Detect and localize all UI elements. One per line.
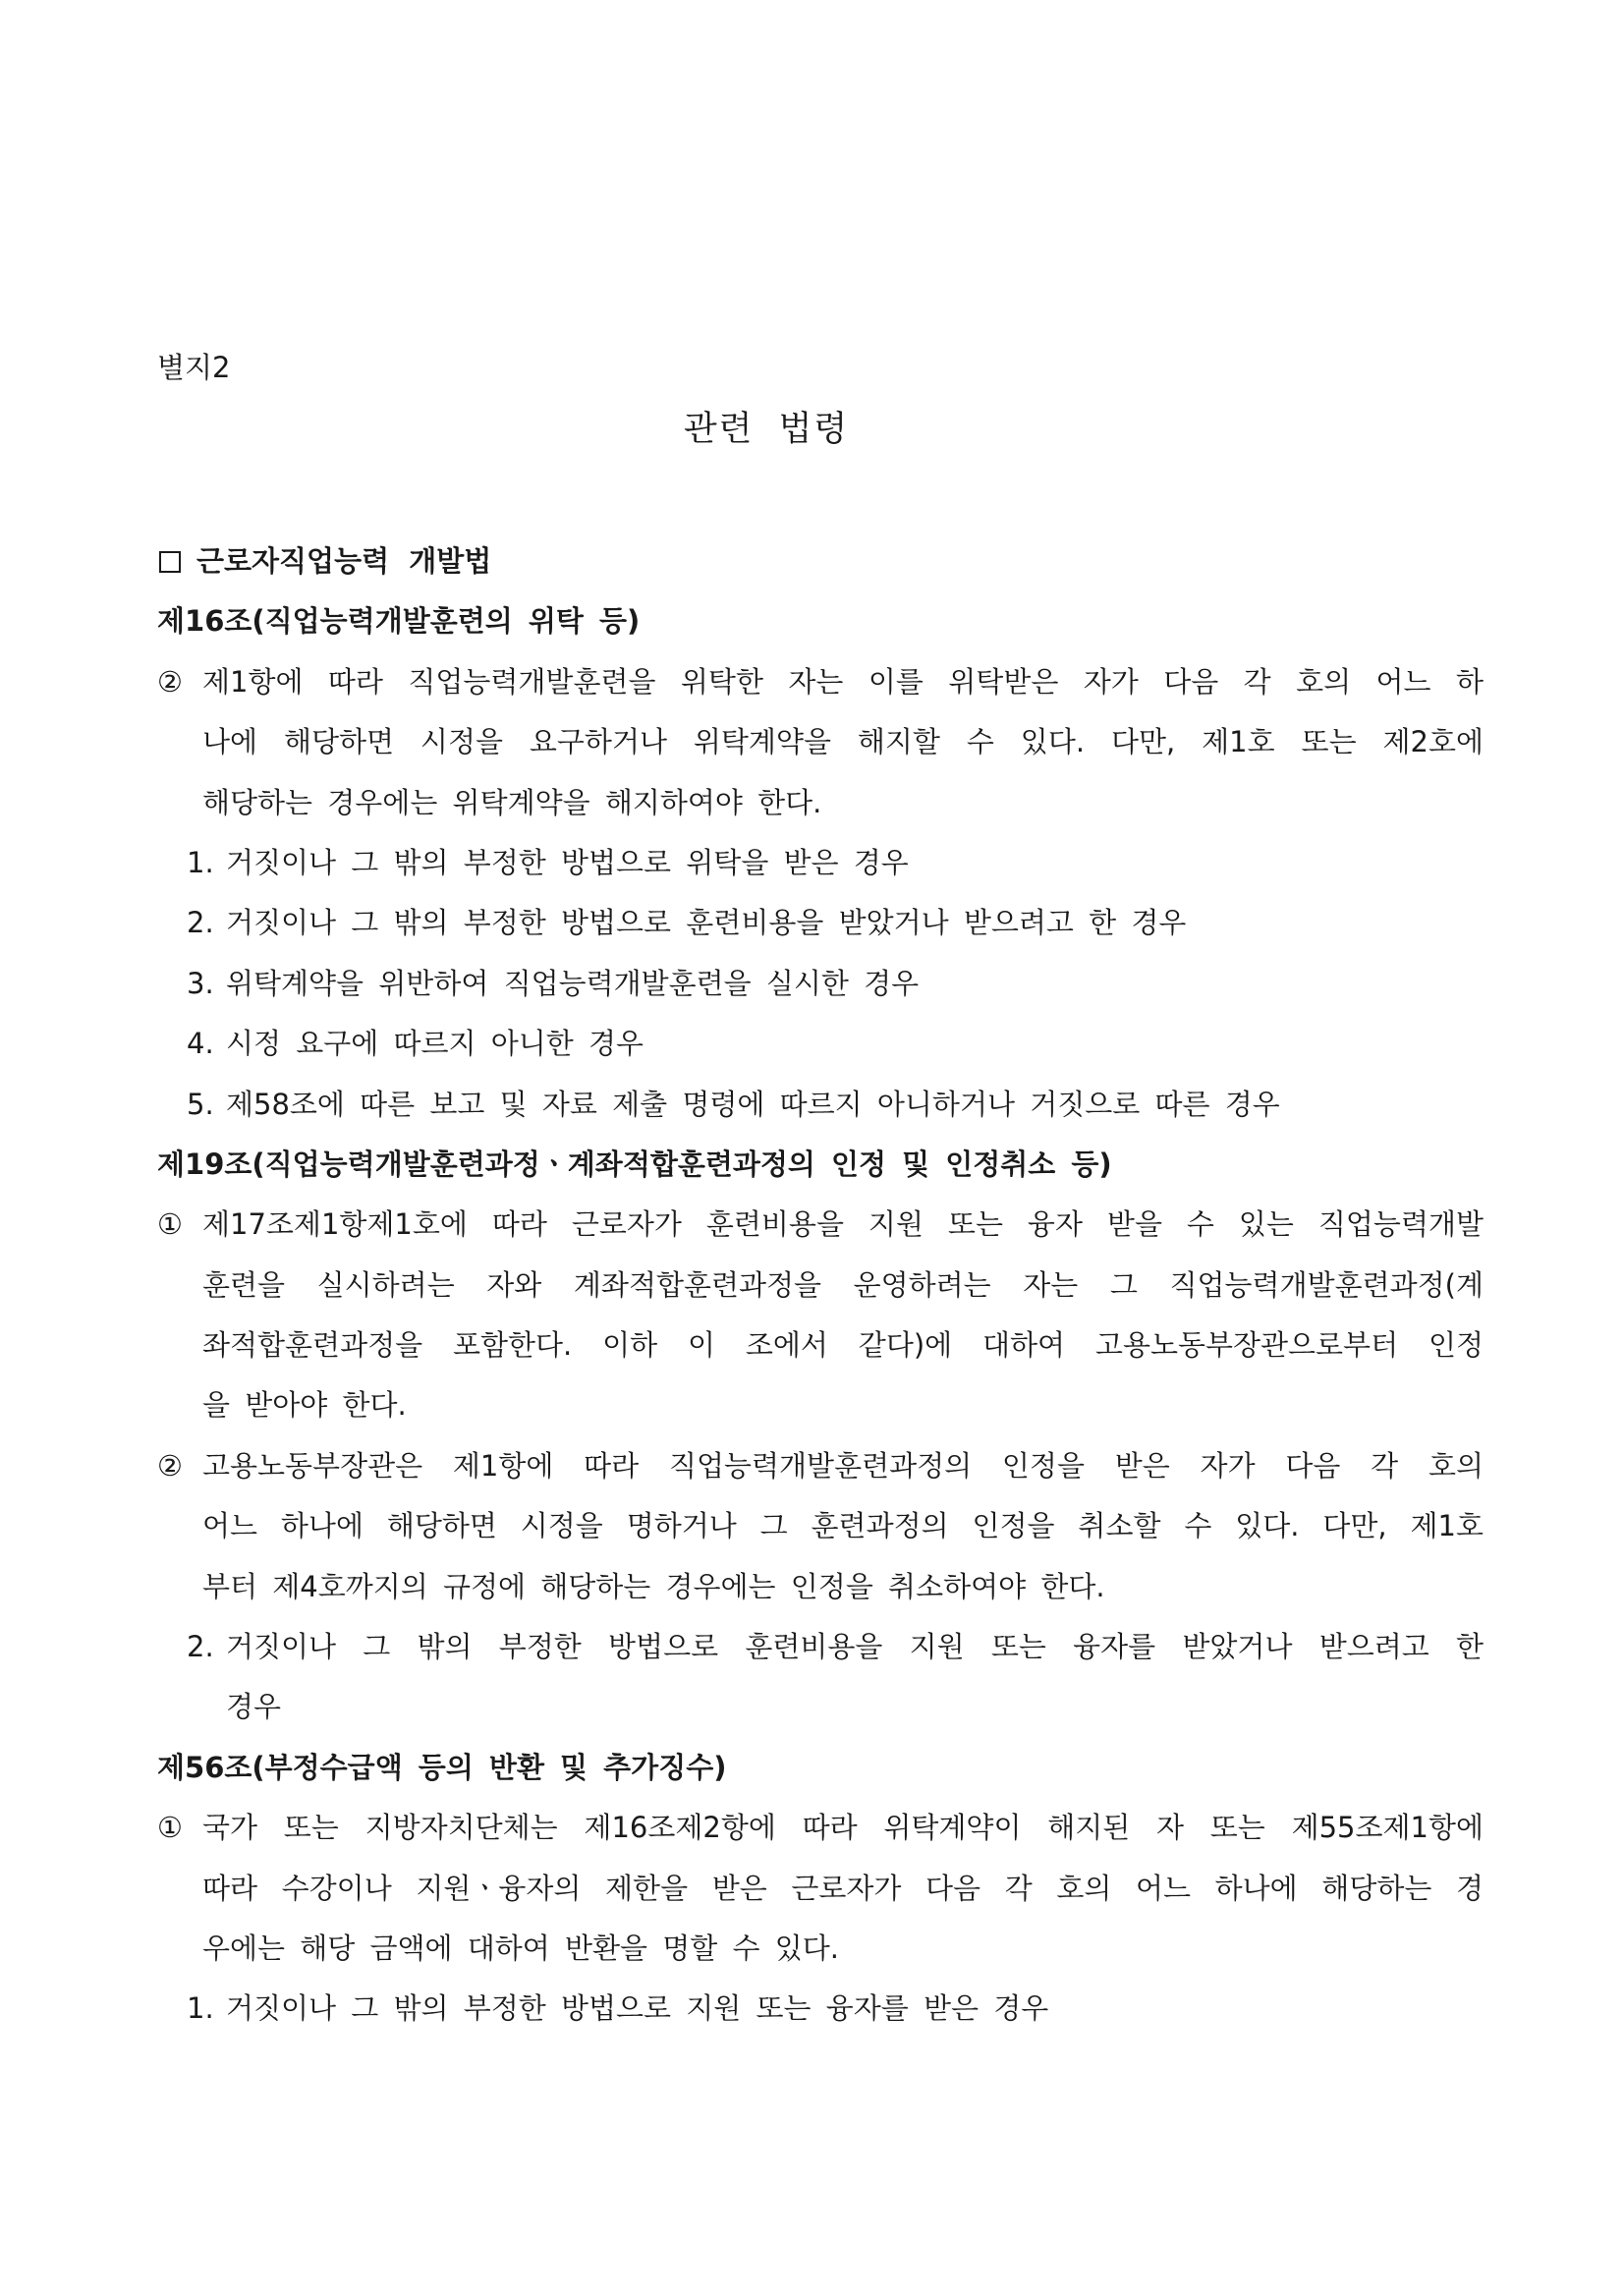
item-number: 5. [187,1087,214,1121]
article-19-heading: 제19조(직업능력개발훈련과정ㆍ계좌적합훈련과정의 인정 및 인정취소 등) [157,1147,1112,1181]
item-text: 위탁계약을 위반하여 직업능력개발훈련을 실시한 경우 [226,966,920,1000]
paragraph-number: ② [157,1448,183,1483]
article-19-para-1-line-3: 좌적합훈련과정을 포함한다. 이하 이 조에서 같다)에 대하여 고용노동부장관으로부터 인정 [202,1328,1484,1363]
paragraph-text: 제17조제1항제1호에 따라 근로자가 훈련비용을 지원 또는 융자 받을 수 있는 직업능력개발 [202,1207,1484,1242]
article-19-para-2-line-3: 부터 제4호까지의 규정에 해당하는 경우에는 인정을 취소하여야 한다. [202,1569,1105,1603]
item-number: 1. [187,1991,214,2026]
law-name: 근로자직업능력 개발법 [196,544,492,578]
paragraph-text: 제1항에 따라 직업능력개발훈련을 위탁한 자는 이를 위탁받은 자가 다음 각 호의 어느 하 [202,664,1484,699]
article-19-para-1-line-4: 을 받아야 한다. [202,1388,407,1423]
paragraph-text: 국가 또는 지방자치단체는 제16조제2항에 따라 위탁계약이 해지된 자 또는 제55조제1항에 [202,1811,1484,1845]
list-item [157,1075,1484,1135]
article-19-para-2-line-2: 어느 하나에 해당하면 시정을 명하거나 그 훈련과정의 인정을 취소할 수 있다. 다만, 제1호 [202,1509,1484,1543]
paragraph-number: ① [157,1811,183,1845]
item-text: 거짓이나 그 밖의 부정한 방법으로 훈련비용을 받았거나 받으려고 한 경우 [226,906,1187,940]
item-number: 2. [187,1630,214,1664]
item-text: 시정 요구에 따르지 아니한 경우 [226,1027,644,1061]
article-56-heading: 제56조(부정수급액 등의 반환 및 추가징수) [157,1750,727,1784]
list-item [157,954,1484,1014]
document-body [157,532,1484,2040]
item-text: 제58조에 따른 보고 및 자료 제출 명령에 따르지 아니하거나 거짓으로 따른 경우 [226,1087,1280,1121]
paragraph-number: ① [157,1207,183,1242]
item-text: 거짓이나 그 밖의 부정한 방법으로 지원 또는 융자를 받은 경우 [226,1991,1049,2026]
article-16-para-2-line-3: 해당하는 경우에는 위탁계약을 해지하여야 한다. [202,785,822,819]
article-16-para-2-line-2: 나에 해당하면 시정을 요구하거나 위탁계약을 해지할 수 있다. 다만, 제1호 또는 제2호에 [202,725,1484,759]
article-56-para-1-line-1 [157,1798,1484,1858]
list-item-continuation: 경우 [226,1690,282,1724]
item-text: 거짓이나 그 밖의 부정한 방법으로 훈련비용을 지원 또는 융자를 받았거나 받으려고 한 [226,1630,1484,1664]
paragraph-number: ② [157,664,183,699]
article-19-para-2-line-1 [157,1436,1484,1496]
article-16-heading: 제16조(직업능력개발훈련의 위탁 등) [157,604,641,639]
attachment-label: 별지2 [157,351,231,384]
article-16-para-2-line-1 [157,652,1484,712]
item-number: 2. [187,906,214,940]
article-19-para-1-line-2: 훈련을 실시하려는 자와 계좌적합훈련과정을 운영하려는 자는 그 직업능력개발훈련과정(계 [202,1267,1484,1302]
list-item [157,1979,1484,2039]
article-56-para-1-line-2: 따라 수강이나 지원ㆍ융자의 제한을 받은 근로자가 다음 각 호의 어느 하나에 해당하는 경 [202,1871,1484,1905]
list-item [157,833,1484,893]
list-item [157,1014,1484,1074]
document-title: 관련 법령 [683,410,850,449]
law-name-heading [157,532,1484,591]
item-text: 거짓이나 그 밖의 부정한 방법으로 위탁을 받은 경우 [226,845,909,879]
item-number: 4. [187,1027,214,1061]
article-19-para-1-line-1 [157,1195,1484,1255]
paragraph-text: 고용노동부장관은 제1항에 따라 직업능력개발훈련과정의 인정을 받은 자가 다음 각 호의 [202,1448,1484,1483]
checkbox-square-icon [159,551,181,573]
item-number: 1. [187,845,214,879]
list-item [157,893,1484,953]
article-56-para-1-line-3: 우에는 해당 금액에 대하여 반환을 명할 수 있다. [202,1931,840,1965]
item-number: 3. [187,966,214,1000]
list-item [157,1617,1484,1677]
